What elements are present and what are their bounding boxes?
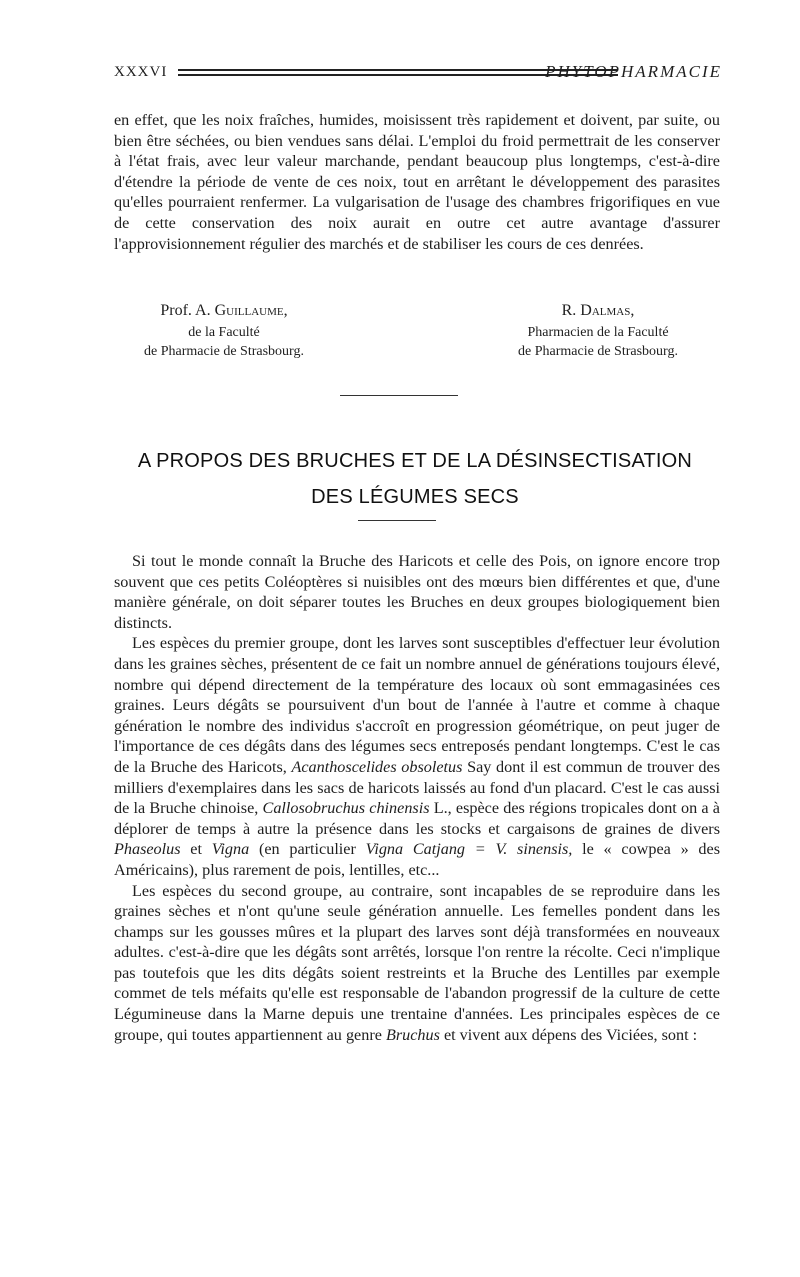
- article-title-line-1: A PROPOS DES BRUCHES ET DE LA DÉSINSECTISATION: [137, 450, 693, 472]
- signature-right: [472, 300, 724, 361]
- running-header: [114, 62, 722, 88]
- article-body: [114, 551, 720, 1045]
- species-callosobruchus: Callosobruchus chinensis: [262, 799, 430, 818]
- signature-right-affiliation-2: de Pharmacie de Strasbourg.: [518, 344, 678, 359]
- section-divider: [340, 395, 458, 396]
- title-underline: [358, 520, 436, 521]
- signature-left: [114, 300, 334, 361]
- signature-right-name: [472, 300, 724, 322]
- signature-left-affiliation-1: de la Faculté: [188, 325, 260, 340]
- signature-left-suffix: ,: [283, 302, 288, 319]
- paragraph-2-text-4: et: [180, 840, 212, 859]
- signature-right-affiliation-1: Pharmacien de la Faculté: [527, 325, 669, 340]
- signature-left-prefix: Prof. A.: [160, 302, 215, 319]
- signature-right-surname: Dalmas: [580, 302, 631, 319]
- article-paragraph-2: [114, 633, 720, 880]
- signature-left-affiliation-2: de Pharmacie de Strasbourg.: [144, 344, 304, 359]
- journal-title: PHYTOPHARMACIE: [545, 62, 722, 81]
- genus-bruchus: Bruchus: [385, 1025, 440, 1044]
- article-paragraph-3: [114, 881, 720, 1046]
- signature-left-name: [114, 300, 334, 322]
- paragraph-2-text-2: Say dont il est commun de trouver des milliers d'exemplaires dans les sacs de haricots laissés au fond d'un placard. C'est le cas aussi de la Bruche chinoise,: [114, 757, 720, 818]
- signature-right-prefix: R.: [561, 302, 581, 319]
- intro-text-block: [114, 110, 720, 254]
- paragraph-2-text-5: (en particulier: [249, 840, 366, 859]
- paragraph-2-text-6: le « cowpea » des Américains), plus rarement de pois, lentilles, etc...: [114, 840, 720, 879]
- article-title: [100, 443, 730, 515]
- species-vigna-catjang: Vigna Catjang = V. sinensis,: [365, 840, 573, 859]
- article-paragraph-1: Si tout le monde connaît la Bruche des Haricots et celle des Pois, on ignore encore trop souvent que ces petits Coléoptères si nuisibles ont des mœurs bien différentes et que, d'une manière générale, on doit séparer toutes les Bruches en deux groupes biologiquement bien distincts.: [114, 552, 720, 632]
- genus-vigna: Vigna: [211, 840, 250, 859]
- genus-phaseolus: Phaseolus: [114, 840, 181, 859]
- signature-left-surname: Guillaume: [214, 302, 284, 319]
- signature-right-suffix: ,: [630, 302, 635, 319]
- paragraph-3-text-1: Les espèces du second groupe, au contraire, sont incapables de se reproduire dans les graines sèches et n'ont qu'une seule génération annuelle. Les femelles pondent dans les champs sur les gousses mûres et la plupart des larves sont déjà transformées en nouveaux adultes. c'est-à-dire que les dégâts sont arrêtés, lorsque l'on rentre la récolte. Ceci n'implique pas toutefois que les dits dégâts soient restreints et la Bruche des Lentilles par exemple commet de tels méfaits qu'elle est responsable de l'abandon progressif de la culture de cette Légumineuse dans la Marne depuis une trentaine d'années. Les principales espèces de ce groupe, qui toutes appartiennent au genre: [114, 881, 720, 1044]
- signatures: [114, 300, 724, 370]
- intro-paragraph: en effet, que les noix fraîches, humides, moisissent très rapidement et doivent, par suite, ou bien être séchées, ou bien vendues sans délai. L'emploi du froid permettrait de les conserver à l'état frais, avec leur valeur marchande, pendant beaucoup plus longtemps, c'est-à-dire d'étendre la période de vente de ces noix, tout en arrêtant le développement des parasites qu'elles pourraient renfermer. La vulgarisation de l'usage des chambres frigorifiques en vue de cette conservation des noix aurait en outre cet autre avantage d'assurer l'approvisionnement régulier des marchés et de stabiliser les cours de ces denrées.: [114, 111, 720, 253]
- page-number: XXXVI: [114, 64, 168, 80]
- paragraph-3-text-2: et vivent aux dépens des Viciées, sont :: [439, 1025, 698, 1044]
- species-acanthoscelides: Acanthoscelides obsoletus: [291, 757, 463, 776]
- article-title-line-2: DES LÉGUMES SECS: [311, 486, 519, 508]
- paragraph-2-text-1: Les espèces du premier groupe, dont les larves sont susceptibles d'effectuer leur évolution dans les graines sèches, présentent de ce fait un nombre annuel de générations toujours élevé, nombre qui dépend directement de la température des locaux où sont emmagasinées ces graines. Leurs dégâts se poursuivent d'un bout de l'année à l'autre et comme à chaque génération le nombre des individus s'accroît en progression géométrique, on peut juger de l'importance de ces dégâts dans des légumes secs entreposés pendant longtemps. C'est le cas de la Bruche des Haricots,: [114, 634, 720, 776]
- paragraph-2-text-3: L., espèce des régions tropicales dont on a à déplorer de temps à autre la présence dans les stocks et cargaisons de graines de divers: [114, 799, 720, 838]
